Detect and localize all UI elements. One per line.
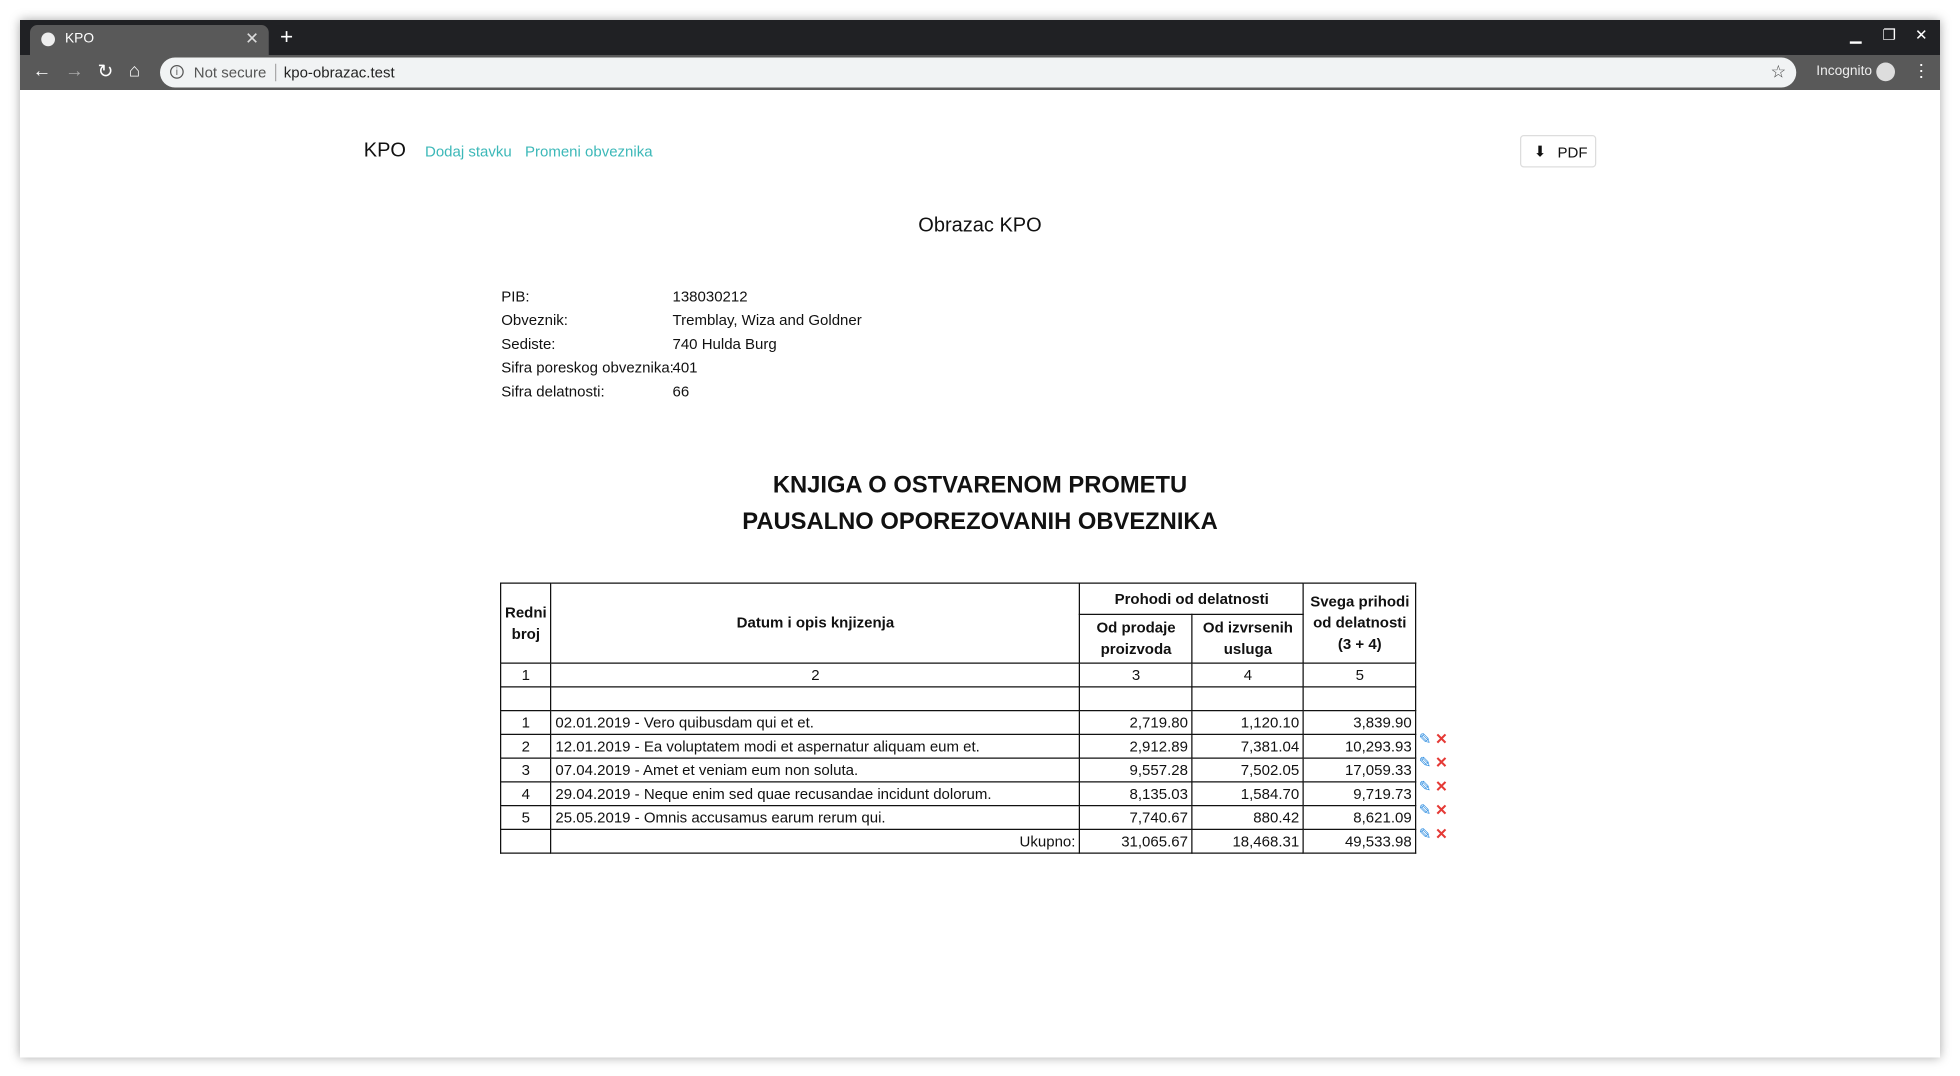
minimize-icon[interactable]: ▁ (1850, 26, 1862, 44)
cell-svega: 17,059.33 (1304, 758, 1417, 782)
pdf-download-button[interactable] (1520, 135, 1596, 168)
row-actions (1419, 730, 1448, 748)
cell-svega: 9,719.73 (1304, 782, 1417, 806)
cell-desc: 07.04.2019 - Amet et veniam eum non soluta. (551, 758, 1080, 782)
total-row (501, 829, 1416, 853)
cell-no: 4 (501, 782, 551, 806)
cell-usluge: 1,584.70 (1192, 782, 1303, 806)
header-prodaja: Od prodaje proizvoda (1080, 614, 1193, 663)
close-tab-icon[interactable]: ✕ (245, 28, 259, 48)
table-row (501, 782, 1416, 806)
header-datum: Datum i opis knjizenja (551, 583, 1080, 663)
kpo-table (500, 583, 1417, 854)
browser-window (20, 20, 1940, 1058)
total-prodaja: 31,065.67 (1080, 829, 1193, 853)
forward-icon[interactable]: → (65, 60, 84, 82)
header-redni-broj: Redni broj (501, 583, 551, 663)
delete-icon[interactable]: ✕ (1435, 730, 1448, 748)
cell-prodaja: 2,912.89 (1080, 734, 1193, 758)
close-window-icon[interactable]: ✕ (1915, 26, 1928, 44)
col-number: 3 (1080, 663, 1193, 687)
header-svega: Svega prihodi od delatnosti (3 + 4) (1304, 583, 1417, 663)
delete-icon[interactable]: ✕ (1435, 825, 1448, 843)
header-prihodi: Prohodi od delatnosti (1080, 583, 1304, 614)
info-row-sifra-poreskog (501, 358, 698, 377)
info-label: Sifra poreskog obveznika: (501, 358, 674, 377)
delete-icon[interactable]: ✕ (1435, 753, 1448, 772)
cell-desc: 12.01.2019 - Ea voluptatem modi et aspernatur aliquam eum et. (551, 734, 1080, 758)
total-svega: 49,533.98 (1304, 829, 1417, 853)
nav-link-promeni-obveznika[interactable]: Promeni obveznika (525, 142, 653, 160)
browser-toolbar (20, 55, 1940, 90)
new-tab-button[interactable]: + (280, 23, 294, 49)
cell-no: 2 (501, 734, 551, 758)
url-text[interactable]: kpo-obrazac.test (283, 63, 395, 82)
cell-prodaja: 7,740.67 (1080, 806, 1193, 830)
divider (275, 64, 276, 82)
page-content (20, 90, 1940, 1058)
table-row (501, 806, 1416, 830)
incognito-icon[interactable] (1876, 63, 1895, 82)
bookmark-star-icon[interactable]: ☆ (1770, 61, 1787, 82)
edit-icon[interactable]: ✎ (1418, 730, 1432, 748)
tab-kpo[interactable] (30, 25, 269, 55)
edit-icon[interactable]: ✎ (1418, 825, 1432, 843)
edit-icon[interactable]: ✎ (1418, 753, 1432, 772)
not-secure-label: Not secure (193, 63, 267, 82)
cell-no: 1 (501, 711, 551, 735)
edit-icon[interactable]: ✎ (1418, 801, 1432, 819)
header-usluge: Od izvrsenih usluga (1192, 614, 1303, 663)
col-number: 2 (551, 663, 1080, 687)
brand[interactable]: KPO (363, 140, 406, 162)
info-label: Obveznik: (501, 311, 568, 329)
cell-svega: 10,293.93 (1304, 734, 1417, 758)
table-row (501, 758, 1416, 782)
pdf-label: PDF (1557, 143, 1588, 162)
cell-usluge: 7,502.05 (1192, 758, 1303, 782)
row-actions (1419, 801, 1448, 819)
table-row (501, 734, 1416, 758)
cell-desc: 29.04.2019 - Neque enim sed quae recusandae incidunt dolorum. (551, 782, 1080, 806)
book-heading-line-1: KNJIGA O OSTVARENOM PROMETU (772, 472, 1188, 499)
empty-row (501, 687, 1416, 711)
nav-link-dodaj-stavku[interactable]: Dodaj stavku (425, 142, 512, 160)
info-label: Sediste: (501, 335, 556, 353)
table-row (501, 711, 1416, 735)
info-row-obveznik (501, 311, 862, 329)
cell-prodaja: 9,557.28 (1080, 758, 1193, 782)
delete-icon[interactable]: ✕ (1435, 801, 1448, 819)
cell-svega: 3,839.90 (1304, 711, 1417, 735)
info-row-sediste (501, 335, 777, 353)
info-row-sifra-delatnosti (501, 382, 690, 401)
info-value: Tremblay, Wiza and Goldner (672, 311, 862, 329)
cell-svega: 8,621.09 (1304, 806, 1417, 830)
col-number: 5 (1304, 663, 1417, 687)
column-number-row (501, 663, 1416, 687)
info-icon[interactable]: i (170, 65, 184, 79)
edit-icon[interactable]: ✎ (1418, 777, 1432, 795)
restore-icon[interactable]: ❐ (1882, 26, 1896, 44)
cell-no: 3 (501, 758, 551, 782)
globe-icon (41, 33, 55, 47)
address-bar[interactable] (160, 58, 1796, 88)
cell-prodaja: 2,719.80 (1080, 711, 1193, 735)
col-number: 1 (501, 663, 551, 687)
book-heading-line-2: PAUSALNO OPOREZOVANIH OBVEZNIKA (742, 508, 1218, 535)
back-icon[interactable]: ← (32, 60, 52, 82)
row-actions (1419, 778, 1448, 796)
col-number: 4 (1192, 663, 1303, 687)
info-value: 740 Hulda Burg (672, 335, 777, 353)
tab-bar (20, 20, 1940, 55)
incognito-label: Incognito (1816, 63, 1873, 79)
cell-usluge: 880.42 (1192, 806, 1303, 830)
cell-usluge: 7,381.04 (1192, 734, 1303, 758)
total-label: Ukupno: (551, 829, 1080, 853)
info-row-pib (501, 287, 748, 306)
cell-prodaja: 8,135.03 (1080, 782, 1193, 806)
cell-usluge: 1,120.10 (1192, 711, 1303, 735)
kebab-menu-icon[interactable]: ⋮ (1912, 60, 1930, 80)
home-icon[interactable]: ⌂ (128, 60, 141, 82)
info-label: PIB: (501, 287, 530, 305)
total-usluge: 18,468.31 (1192, 829, 1303, 853)
info-value: 138030212 (672, 287, 748, 305)
row-actions (1419, 825, 1448, 843)
download-icon: ⬇ (1533, 142, 1547, 160)
page-title: Obrazac KPO (918, 215, 1042, 237)
info-label: Sifra delatnosti: (501, 382, 605, 400)
cell-no: 5 (501, 806, 551, 830)
delete-icon[interactable]: ✕ (1435, 777, 1448, 795)
cell-desc: 02.01.2019 - Vero quibusdam qui et et. (551, 711, 1080, 735)
cell-desc: 25.05.2019 - Omnis accusamus earum rerum qui. (551, 806, 1080, 830)
info-value: 401 (672, 358, 698, 377)
info-value: 66 (672, 382, 690, 400)
reload-icon[interactable]: ↻ (97, 61, 114, 83)
tab-title: KPO (65, 31, 95, 47)
row-actions (1419, 754, 1448, 772)
